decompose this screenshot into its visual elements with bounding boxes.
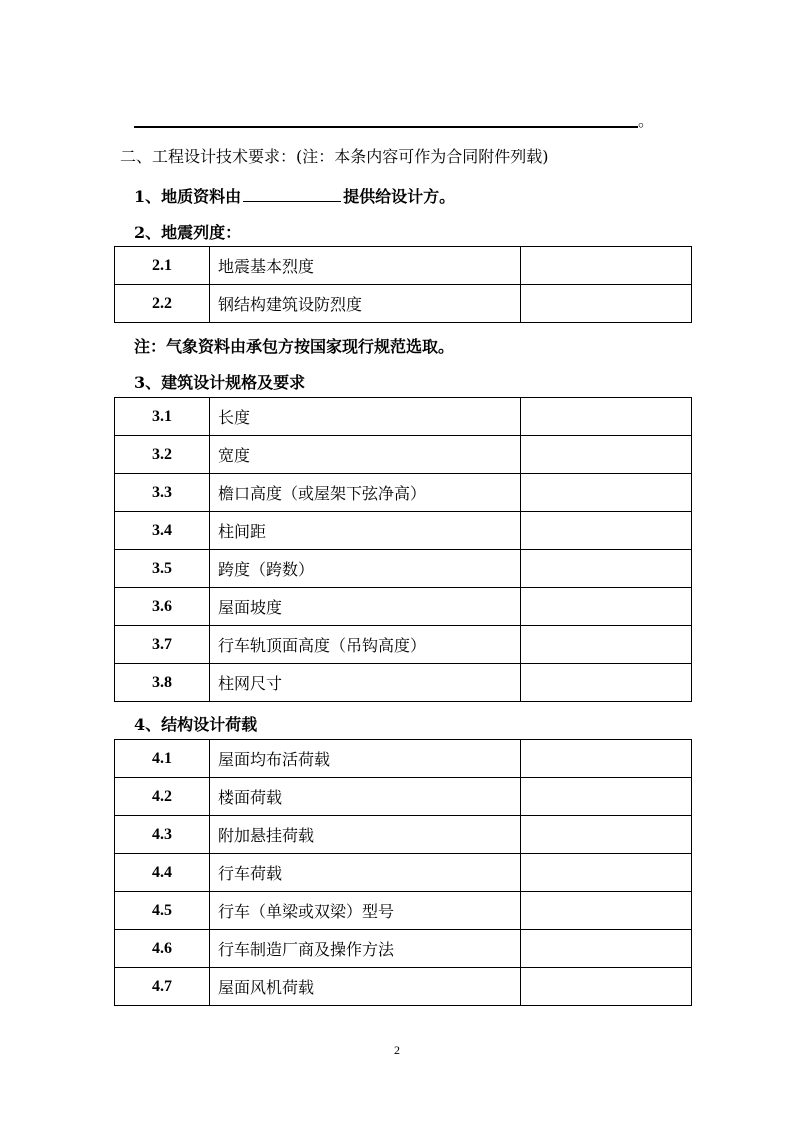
row-label: 宽度 xyxy=(210,436,521,474)
row-number: 3.8 xyxy=(115,664,210,702)
table-row xyxy=(115,854,692,892)
row-number: 4.7 xyxy=(115,968,210,1006)
item-1-suffix: 提供给设计方。 xyxy=(343,187,456,206)
table-row xyxy=(115,588,692,626)
line-end-period: 。 xyxy=(638,111,655,130)
table-row xyxy=(115,626,692,664)
row-value-cell xyxy=(521,512,692,550)
item-1-prefix: 1、地质资料由 xyxy=(134,187,242,206)
row-number: 2.1 xyxy=(115,247,210,285)
row-label: 屋面均布活荷载 xyxy=(210,740,521,778)
page-number: 2 xyxy=(394,1043,400,1057)
table-row xyxy=(115,398,692,436)
table-row xyxy=(115,930,692,968)
row-value-cell xyxy=(521,740,692,778)
row-label: 行车（单梁或双梁）型号 xyxy=(210,892,521,930)
item-1-geology xyxy=(134,185,455,208)
row-number: 4.3 xyxy=(115,816,210,854)
item-3-title: 3、建筑设计规格及要求 xyxy=(134,373,306,392)
row-number: 4.6 xyxy=(115,930,210,968)
row-label: 长度 xyxy=(210,398,521,436)
seismic-table xyxy=(114,246,692,323)
row-label: 行车荷载 xyxy=(210,854,521,892)
row-number: 3.2 xyxy=(115,436,210,474)
building-spec-table xyxy=(114,397,692,702)
row-number: 3.5 xyxy=(115,550,210,588)
row-label: 檐口高度（或屋架下弦净高） xyxy=(210,474,521,512)
row-value-cell xyxy=(521,474,692,512)
row-value-cell xyxy=(521,816,692,854)
table-row xyxy=(115,474,692,512)
row-label: 屋面坡度 xyxy=(210,588,521,626)
table-row xyxy=(115,512,692,550)
row-label: 楼面荷载 xyxy=(210,778,521,816)
row-number: 3.6 xyxy=(115,588,210,626)
item-4-title: 4、结构设计荷载 xyxy=(134,715,258,734)
row-label: 钢结构建筑设防烈度 xyxy=(210,285,521,323)
row-label: 行车轨顶面高度（吊钩高度） xyxy=(210,626,521,664)
row-value-cell xyxy=(521,778,692,816)
table-row xyxy=(115,664,692,702)
table-row xyxy=(115,816,692,854)
table-row xyxy=(115,892,692,930)
row-number: 4.5 xyxy=(115,892,210,930)
row-number: 2.2 xyxy=(115,285,210,323)
table-row xyxy=(115,550,692,588)
row-label: 柱网尺寸 xyxy=(210,664,521,702)
row-value-cell xyxy=(521,892,692,930)
item-2-title: 2、地震列度： xyxy=(134,223,242,242)
row-number: 4.2 xyxy=(115,778,210,816)
row-number: 3.1 xyxy=(115,398,210,436)
row-value-cell xyxy=(521,968,692,1006)
row-label: 柱间距 xyxy=(210,512,521,550)
row-value-cell xyxy=(521,930,692,968)
note: 注：气象资料由承包方按国家现行规范选取。 xyxy=(134,337,455,356)
row-label: 行车制造厂商及操作方法 xyxy=(210,930,521,968)
row-value-cell xyxy=(521,247,692,285)
table-row xyxy=(115,778,692,816)
row-label: 屋面风机荷载 xyxy=(210,968,521,1006)
row-value-cell xyxy=(521,626,692,664)
structural-load-table xyxy=(114,739,692,1006)
row-label: 跨度（跨数） xyxy=(210,550,521,588)
row-value-cell xyxy=(521,436,692,474)
row-value-cell xyxy=(521,664,692,702)
row-number: 3.3 xyxy=(115,474,210,512)
row-value-cell xyxy=(521,854,692,892)
row-number: 3.7 xyxy=(115,626,210,664)
table-row xyxy=(115,968,692,1006)
table-row xyxy=(115,436,692,474)
section-heading: 二、工程设计技术要求：(注：本条内容可作为合同附件列载) xyxy=(120,147,549,166)
row-label: 附加悬挂荷载 xyxy=(210,816,521,854)
fill-in-blank xyxy=(243,185,341,202)
row-label: 地震基本烈度 xyxy=(210,247,521,285)
table-row xyxy=(115,285,692,323)
table-row xyxy=(115,247,692,285)
row-value-cell xyxy=(521,285,692,323)
row-value-cell xyxy=(521,588,692,626)
row-number: 3.4 xyxy=(115,512,210,550)
row-value-cell xyxy=(521,550,692,588)
table-row xyxy=(115,740,692,778)
fill-in-line xyxy=(134,126,638,128)
row-number: 4.4 xyxy=(115,854,210,892)
row-value-cell xyxy=(521,398,692,436)
row-number: 4.1 xyxy=(115,740,210,778)
